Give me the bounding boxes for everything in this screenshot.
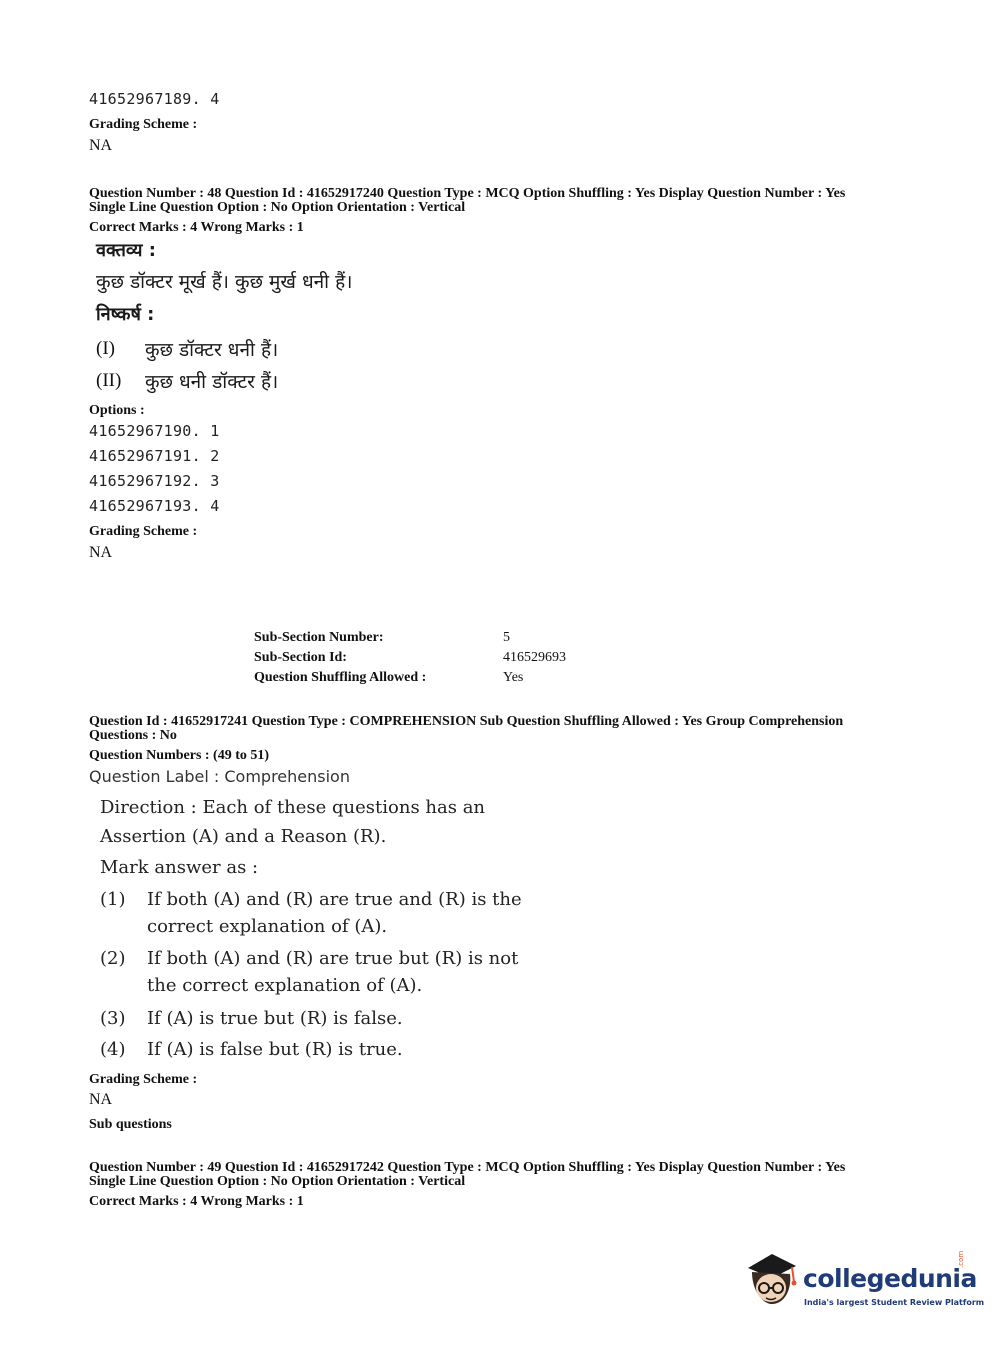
option-1: 41652967190. 1: [89, 422, 220, 440]
choice-text-cont: the correct explanation of (A).: [147, 975, 423, 996]
conclusion-text: कुछ डॉक्टर धनी हैं।: [145, 339, 279, 361]
comprehension-meta-line1: Question Id : 41652917241 Question Type : COMPREHENSION Sub Question Shuffling Allowed : Yes Group Comprehension: [89, 714, 844, 729]
grading-scheme-label: Grading Scheme :: [89, 524, 198, 539]
grading-scheme-value: NA: [89, 137, 113, 154]
question-meta-line1: Question Number : 49 Question Id : 41652917242 Question Type : MCQ Option Shuffling : Yes Display Question Number : Yes: [89, 1160, 846, 1175]
choice-text: If both (A) and (R) are true and (R) is the: [147, 889, 522, 910]
option-3: 41652967192. 3: [89, 472, 220, 490]
question-label: Question Label : Comprehension: [89, 767, 350, 786]
mark-answer-as: Mark answer as :: [100, 857, 259, 878]
choice-num: (4): [100, 1039, 126, 1060]
question-numbers: Question Numbers : (49 to 51): [89, 748, 270, 763]
conclusion-num: (I): [96, 338, 115, 359]
direction-line2: Assertion (A) and a Reason (R).: [100, 826, 387, 847]
choice-num: (1): [100, 889, 126, 910]
conclusion-label: निष्कर्ष :: [96, 304, 155, 325]
option-4: 41652967189. 4: [89, 90, 220, 108]
question-meta-line2: Single Line Question Option : No Option Orientation : Vertical: [89, 200, 466, 215]
grading-scheme-value: NA: [89, 1091, 113, 1108]
grading-scheme-label: Grading Scheme :: [89, 117, 198, 132]
option-2: 41652967191. 2: [89, 447, 220, 465]
options-label: Options :: [89, 403, 145, 418]
comprehension-meta-line2: Questions : No: [89, 728, 177, 743]
subsection-id-label: Sub-Section Id:: [254, 650, 347, 665]
subsection-number-label: Sub-Section Number:: [254, 630, 384, 645]
direction-line1: Direction : Each of these questions has an: [100, 797, 486, 818]
statement-text: कुछ डॉक्टर मूर्ख हैं। कुछ मुर्ख धनी हैं।: [96, 271, 353, 293]
conclusion-text: कुछ धनी डॉक्टर हैं।: [145, 371, 279, 393]
choice-text: If (A) is true but (R) is false.: [147, 1008, 403, 1029]
option-4: 41652967193. 4: [89, 497, 220, 515]
brand-name: collegedunia: [803, 1264, 977, 1293]
grading-scheme-value: NA: [89, 544, 113, 561]
brand-suffix: .com: [957, 1250, 965, 1268]
conclusion-num: (II): [96, 370, 122, 391]
choice-num: (2): [100, 948, 126, 969]
sub-questions-label: Sub questions: [89, 1117, 172, 1132]
question-meta-line2: Single Line Question Option : No Option Orientation : Vertical: [89, 1174, 466, 1189]
question-marks: Correct Marks : 4 Wrong Marks : 1: [89, 220, 304, 235]
subsection-id-value: 416529693: [503, 650, 566, 665]
statement-label: वक्तव्य :: [96, 240, 156, 261]
question-shuffling-label: Question Shuffling Allowed :: [254, 670, 427, 685]
choice-num: (3): [100, 1008, 126, 1029]
choice-text: If (A) is false but (R) is true.: [147, 1039, 403, 1060]
question-shuffling-value: Yes: [503, 670, 524, 685]
brand-tagline: India's largest Student Review Platform: [804, 1298, 985, 1307]
question-meta-line1: Question Number : 48 Question Id : 41652917240 Question Type : MCQ Option Shuffling : Yes Display Question Number : Yes: [89, 186, 846, 201]
choice-text-cont: correct explanation of (A).: [147, 916, 388, 937]
choice-text: If both (A) and (R) are true but (R) is not: [147, 948, 519, 969]
collegedunia-mascot-icon: [742, 1250, 802, 1310]
grading-scheme-label: Grading Scheme :: [89, 1072, 198, 1087]
subsection-number-value: 5: [503, 630, 510, 645]
question-marks: Correct Marks : 4 Wrong Marks : 1: [89, 1194, 304, 1209]
